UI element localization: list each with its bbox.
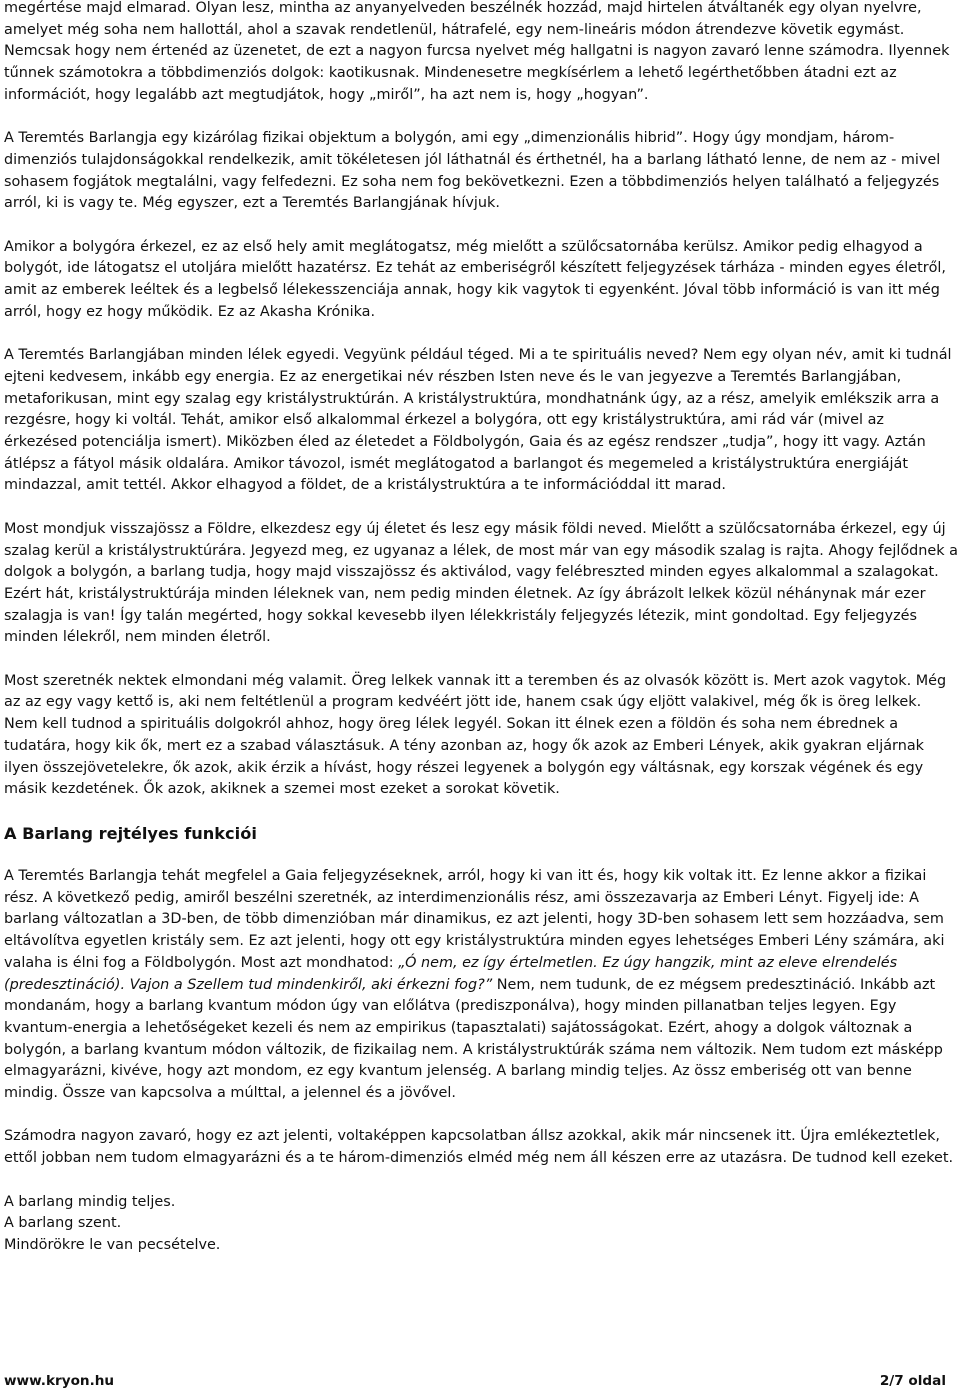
paragraph-quantum	[4, 866, 958, 1105]
section-heading: A Barlang rejtélyes funkciói	[4, 823, 257, 843]
paragraph-intro: megértése majd elmarad. Olyan lesz, mintha az anyanyelveden beszélnék hozzád, majd hirtelen átváltanék egy olyan nyelvre, amelyet még soha nem hallottál, ahol a szavak rendetlenül, hátrafelé, egy nem-lineáris módon átrendezve követik egymást. Nemcsak hogy nem értenéd az üzenetet, de ezt a nagyon furcsa nyelvet még hallgatni is nagyon zavaró lenne számodra. Ilyennek tűnnek számotokra a többdimenziós dolgok: kaotikusnak. Mindenesetre megkísérlem a lehető legérthetőbben átadni ezt az információt, hogy legalább azt megtudjátok, hogy „miről”, ha azt nem is, hogy „hogyan”.	[4, 0, 950, 103]
page-footer	[4, 1372, 946, 1390]
paragraph-return: Most mondjuk visszajössz a Földre, elkezdesz egy új életet és lesz egy másik földi neved. Mielőtt a szülőcsatornába érkezel, egy új szalag kerül a kristálystruktúrára. Jegyezd meg, ez ugyanaz a lélek, de most már van egy második szalag is rajta. Ahogy fejlődnek a dolgok a bolygón, a barlang tudja, hogy majd visszajössz és aktiválod, vagy felébreszted minden egyes alkalommal a szalagokat. Ezért hát, kristálystruktúrája minden léleknek van, nem pedig minden életnek. Az így ábrázolt lelkek közül néhánynak már ezer szalagja is van! Így talán megérted, hogy sokkal kevesebb ilyen lélekkristály feljegyzés létezik, mint gondoltad. Egy feljegyzés minden lélekről, nem minden életről.	[4, 520, 958, 646]
paragraph-quantum-part1: A Teremtés Barlangja tehát megfelel a Gaia feljegyzéseknek, arról, hogy ki van itt és, hogy kik voltak itt. Ez lenne akkor a fizikai rész. A következő pedig, amiről beszélni szeretnék, az interdimenzionális rész, ami összezavarja az Emberi Lényt. Figyelj ide: A barlang változatlan a 3D-ben, de több dimenzióban már dinamikus, ez azt jelenti, hogy 3D-ben sohasem lett sem hozzáadva, sem eltávolítva egyetlen kristály sem. Ez azt jelenti, hogy ott egy kristálystruktúra minden egyes lehetséges Emberi Lény számára, aki valaha is élni fog a Földbolygón. Most azt mondhatod:	[4, 868, 945, 971]
paragraph-quantum-part2: Nem, nem tudunk, de ez mégsem predesztináció. Inkább azt mondanám, hogy a barlang kvantum módon úgy van előlátva (prediszponálva), hogy minden pillanatban teljes legyen. Egy kvantum-energia a lehetőségeket kezeli és nem az empirikus (tapasztalati) sajátosságokat. Ezért, ahogy a dolgok változnak a bolygón, a barlang kvantum módon változik, de fizikailag nem. A kristálystruktúrák száma nem változik. Nem tudom ezt másképp elmagyarázni, kivéve, hogy azt mondom, ez egy kvantum jelenség. A barlang mindig teljes. Az össz emberiség ott van benne mindig. Össze van kapcsolva a múlttal, a jelennel és a jövővel.	[4, 976, 943, 1102]
paragraph-cave-description: A Teremtés Barlangja egy kizárólag fizikai objektum a bolygón, ami egy „dimenzionális hibrid”. Hogy úgy mondjam, három-dimenziós tulajdonságokkal rendelkezik, amit tökéletesen jól láthatnál és érthetnél, ha a barlang látható lenne, de nem az - mivel sohasem fogjátok megtalálni, vagy felfedezni. Ez soha nem fog bekövetkezni. Ezen a többdimenziós helyen található a feljegyzés arról, ki is vagy te. Még egyszer, ezt a Teremtés Barlangjának hívjuk.	[4, 130, 941, 212]
paragraph-quantum-quote: „Ó nem, ez így értelmetlen. Ez úgy hangzik, mint az eleve elrendelés (predesztináció). Vajon a Szellem tud mindenkiről, aki érkezni fog?”	[4, 954, 898, 993]
document-body	[4, 0, 958, 1257]
paragraph-old-souls: Most szeretnék nektek elmondani még valamit. Öreg lelkek vannak itt a teremben és az olvasók között is. Mert azok vagytok. Még az az egy vagy kettő is, aki nem feltétlenül a program kedvéért jött ide, hanem csak úgy eljött valakivel, még ők is öreg lelkek. Nem kell tudnod a spirituális dolgokról ahhoz, hogy öreg lélek legyél. Sokan itt élnek ezen a földön és soha nem ébrednek a tudatára, hogy kik ők, mert ez a szabad választásuk. A tény azonban az, hogy ők azok az Emberi Lények, akik gyakran eljárnak ilyen összejövetelekre, ők azok, akik érzik a hívást, hogy részei legyenek a bolygón egy váltásnak, egy korszak végének és egy másik kezdetének. Ők azok, akiknek a szemei most ezeket a sorokat követik.	[4, 672, 947, 798]
paragraph-akasha: Amikor a bolygóra érkezel, ez az első hely amit meglátogatsz, még mielőtt a szülőcsatornába kerülsz. Amikor pedig elhagyod a bolygót, ide látogatsz el utoljára mielőtt hazatérsz. Ez tehát az emberiségről készített feljegyzések tárháza - minden egyes életről, amit az emberek leéltek és a legbelső lélekesszenciája annak, hogy kik vagytok ti egyenként. Jóval több információ is van itt még arról, hogy ez hogy működik. Ez az Akasha Krónika.	[4, 238, 947, 320]
paragraph-soul-name: A Teremtés Barlangjában minden lélek egyedi. Vegyünk például téged. Mi a te spirituális neved? Nem egy olyan név, amit ki tudnál ejteni kedvesem, inkább egy energia. Ez az energetikai név részben Isten neve és le van jegyezve a Teremtés Barlangjában, metaforikusan, mint egy szalag egy kristálystruktúrán. A kristálystruktúra, mondhatnánk úgy, az a rész, amelyik emlékszik arra a rezgésre, hogy ki voltál. Tehát, amikor első alkalommal érkezel a bolygóra, ott egy kristálystruktúra, ami rád vár (mivel az érkezésed potenciálja ismert). Miközben éled az életedet a Földbolygón, Gaia és az egész rendszer „tudja”, hogy itt vagy. Aztán átlépsz a fátyol másik oldalára. Amikor távozol, ismét meglátogatod a barlangot és megemeled a kristálystruktúra energiáját mindazzal, amit tettél. Akkor elhagyod a földet, de a kristálystruktúra a te információddal itt marad.	[4, 347, 952, 494]
line-cave-complete: A barlang mindig teljes.	[4, 1193, 176, 1210]
footer-page-number: 2/7 oldal	[879, 1373, 946, 1389]
line-cave-sealed: Mindörökre le van pecsételve.	[4, 1236, 221, 1253]
line-cave-sacred: A barlang szent.	[4, 1215, 122, 1232]
footer-site-link[interactable]: www.kryon.hu	[4, 1373, 115, 1389]
paragraph-confusing: Számodra nagyon zavaró, hogy ez azt jelenti, voltaképpen kapcsolatban állsz azokkal, akik már nincsenek itt. Újra emlékeztetlek, ettől jobban nem tudom elmagyarázni és a te három-dimenziós elméd még nem áll készen erre az utazásra. De tudnod kell ezeket.	[4, 1128, 954, 1167]
